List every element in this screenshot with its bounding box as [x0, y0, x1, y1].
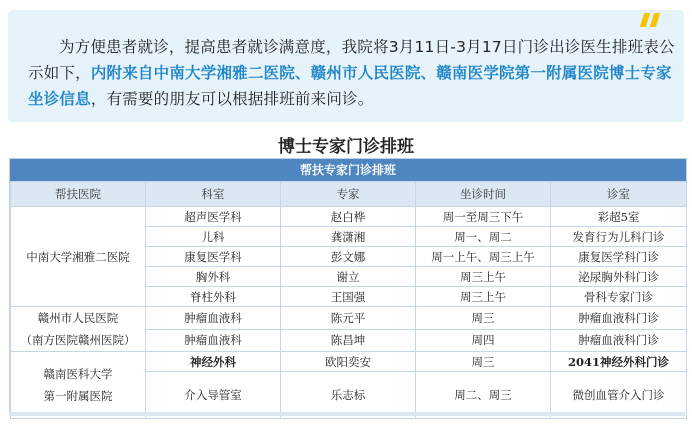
table-row	[11, 207, 687, 227]
dept-cell: 儿科	[146, 227, 281, 247]
table-banner: 帮扶专家门诊排班	[10, 159, 686, 181]
dept-cell: 肿瘤血液科	[146, 329, 281, 352]
header-row	[11, 182, 687, 207]
doctor-cell: 王国强	[281, 287, 416, 307]
doctor-cell: 乐志标	[281, 372, 416, 419]
schedule-title: 博士专家门诊排班	[278, 137, 414, 157]
doctor-cell: 谢立	[281, 267, 416, 287]
room-cell: 微创血管介入门诊	[551, 372, 687, 419]
dept-cell: 康复医学科	[146, 247, 281, 267]
doctor-cell: 赵白桦	[281, 207, 416, 227]
room-cell: 泌尿胸外科门诊	[551, 267, 687, 287]
doctor-cell: 龚潇湘	[281, 227, 416, 247]
header-time: 坐诊时间	[416, 182, 551, 207]
doctor-cell: 欧阳奕安	[281, 352, 416, 372]
room-cell: 肿瘤血液科门诊	[551, 329, 687, 352]
dept-cell: 肿瘤血液科	[146, 307, 281, 330]
time-cell: 周四	[416, 329, 551, 352]
notice-intro: 为方便患者就诊，提高患者就诊满意度，我院将3月11日-3月17日门诊出诊医生排班表公示如下，	[28, 38, 675, 82]
notice-text	[28, 34, 678, 112]
time-cell: 周三上午	[416, 267, 551, 287]
dept-cell: 胸外科	[146, 267, 281, 287]
notice-outro: ，有需要的朋友可以根据排班前来问诊。	[90, 90, 374, 108]
dept-cell: 脊柱外科	[146, 287, 281, 307]
time-cell: 周二、周三	[416, 372, 551, 419]
table-row	[11, 352, 687, 372]
hospital-cell: 中南大学湘雅二医院	[11, 207, 146, 307]
time-cell: 周三	[416, 352, 551, 372]
time-cell: 周一上午、周三上午	[416, 247, 551, 267]
room-cell: 2041神经外科门诊	[551, 352, 687, 372]
room-cell: 彩超5室	[551, 207, 687, 227]
notice-panel	[8, 10, 684, 122]
notice-highlight: 内附来自中南大学湘雅二医院、赣州市人民医院、赣南医学院第一附属医院博士专家坐诊信息	[28, 64, 672, 108]
hospital-cell: 赣州市人民医院 （南方医院赣州医院）	[11, 307, 146, 352]
time-cell: 周一、周二	[416, 227, 551, 247]
time-cell: 周三上午	[416, 287, 551, 307]
schedule-grid	[10, 181, 687, 419]
room-cell: 骨科专家门诊	[551, 287, 687, 307]
doctor-cell: 彭文娜	[281, 247, 416, 267]
header-hospital: 帮扶医院	[11, 182, 146, 207]
time-cell: 周三	[416, 307, 551, 330]
schedule-table	[9, 158, 687, 412]
time-cell: 周一至周三下午	[416, 207, 551, 227]
dept-cell: 超声医学科	[146, 207, 281, 227]
table-footer-bar	[9, 412, 685, 416]
table-row	[11, 307, 687, 330]
room-cell: 发育行为儿科门诊	[551, 227, 687, 247]
header-dept: 科室	[146, 182, 281, 207]
doctor-cell: 陈元平	[281, 307, 416, 330]
room-cell: 康复医学科门诊	[551, 247, 687, 267]
header-room: 诊室	[551, 182, 687, 207]
dept-cell: 神经外科	[146, 352, 281, 372]
header-doctor: 专家	[281, 182, 416, 207]
double-quote-icon	[638, 13, 662, 27]
doctor-cell: 陈昌坤	[281, 329, 416, 352]
hospital-cell: 赣南医科大学 第一附属医院	[11, 352, 146, 419]
room-cell: 肿瘤血液科门诊	[551, 307, 687, 330]
dept-cell: 介入导管室	[146, 372, 281, 419]
